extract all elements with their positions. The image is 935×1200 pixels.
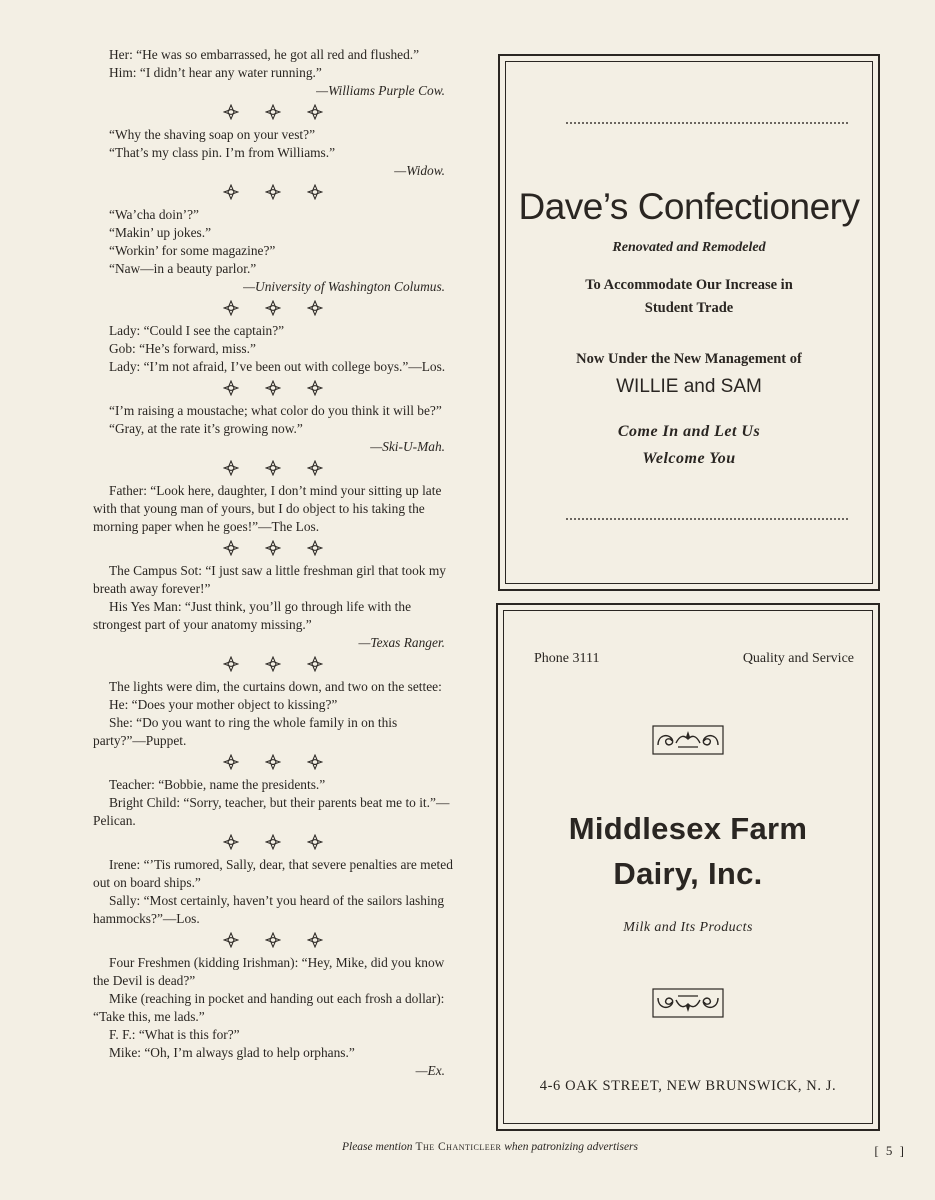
diamond-ornament-icon xyxy=(223,300,239,316)
joke-line: “I’m raising a moustache; what color do you think it will be?” xyxy=(109,403,442,418)
diamond-ornament-icon xyxy=(307,754,323,770)
diamond-ornament-divider xyxy=(93,300,453,316)
joke xyxy=(93,562,453,652)
joke-line: “Makin’ up jokes.” xyxy=(109,225,212,240)
footer-text: when patronizing advertisers xyxy=(501,1141,639,1153)
dairy-advertisement xyxy=(496,603,880,1131)
ad-title-line: Middlesex Farm xyxy=(568,811,808,846)
ad-text-line: To Accommodate Our Increase in xyxy=(585,277,793,293)
diamond-ornament-divider xyxy=(93,460,453,476)
ad-address: 4-6 OAK STREET, NEW BRUNSWICK, N. J. xyxy=(539,1078,837,1094)
joke xyxy=(93,206,453,296)
joke-line: “Gray, at the rate it’s growing now.” xyxy=(109,421,303,436)
scroll-ornament-icon xyxy=(652,988,724,1018)
joke xyxy=(93,126,453,180)
diamond-ornament-divider xyxy=(93,104,453,120)
joke-line: Gob: “He’s forward, miss.” xyxy=(109,341,256,356)
joke-line: “Wa’cha doin’?” xyxy=(109,207,199,222)
joke-line: “Naw—in a beauty parlor.” xyxy=(109,261,257,276)
diamond-ornament-icon xyxy=(265,300,281,316)
diamond-ornament-icon xyxy=(223,656,239,672)
ad-phone: Phone 3111 xyxy=(534,651,600,666)
ad-text-line: Student Trade xyxy=(644,300,734,316)
joke-line: Father: “Look here, daughter, I don’t mind your sitting up late with that young man of yours, but I do object to his taking the morning paper when he goes!”—The Los. xyxy=(93,483,442,534)
diamond-ornament-icon xyxy=(307,540,323,556)
diamond-ornament-divider xyxy=(93,754,453,770)
joke-line: Irene: “’Tis rumored, Sally, dear, that severe penalties are meted out on board ships.” xyxy=(93,857,453,890)
diamond-ornament-icon xyxy=(307,380,323,396)
joke-line: Mike: “Oh, I’m always glad to help orphans.” xyxy=(109,1045,355,1060)
joke-line: “Why the shaving soap on your vest?” xyxy=(109,127,316,142)
ad-welcome-line: Come In and Let Us xyxy=(617,423,761,440)
joke-line: “That’s my class pin. I’m from Williams.” xyxy=(109,145,336,160)
joke-line: “Workin’ for some magazine?” xyxy=(109,243,276,258)
scroll-ornament xyxy=(504,725,872,760)
diamond-ornament-divider xyxy=(93,540,453,556)
diamond-ornament-icon xyxy=(223,754,239,770)
joke-line: F. F.: “What is this for?” xyxy=(109,1027,240,1042)
footer-note xyxy=(0,1141,935,1153)
joke-line: Sally: “Most certainly, haven’t you heard of the sailors lashing hammocks?”—Los. xyxy=(93,893,445,926)
joke xyxy=(93,322,453,376)
confectionery-advertisement xyxy=(498,54,880,591)
ad-welcome-line: Welcome You xyxy=(642,450,736,467)
joke xyxy=(93,678,453,750)
diamond-ornament-icon xyxy=(307,184,323,200)
joke-line: Mike (reaching in pocket and handing out each frosh a dollar): “Take this, me lads.” xyxy=(93,991,445,1024)
magazine-name: The Chanticleer xyxy=(415,1141,502,1153)
joke-line: Her: “He was so embarrassed, he got all red and flushed.” xyxy=(109,47,420,62)
diamond-ornament-icon xyxy=(265,380,281,396)
diamond-ornament-icon xyxy=(307,460,323,476)
joke xyxy=(93,776,453,830)
joke-line: Lady: “I’m not afraid, I’ve been out with college boys.”—Los. xyxy=(109,359,446,374)
joke xyxy=(93,856,453,928)
page-number: [ 5 ] xyxy=(874,1143,906,1158)
diamond-ornament-icon xyxy=(223,184,239,200)
diamond-ornament-icon xyxy=(307,104,323,120)
joke-line: He: “Does your mother object to kissing?” xyxy=(109,697,338,712)
joke-attribution: —Ex. xyxy=(415,1063,445,1078)
joke-line: The Campus Sot: “I just saw a little freshman girl that took my breath away forever!” xyxy=(93,563,446,596)
diamond-ornament-icon xyxy=(223,540,239,556)
diamond-ornament-icon xyxy=(265,460,281,476)
joke-line: Four Freshmen (kidding Irishman): “Hey, Mike, did you know the Devil is dead?” xyxy=(93,955,445,988)
diamond-ornament-icon xyxy=(265,104,281,120)
joke xyxy=(93,482,453,536)
ad-inner-frame xyxy=(503,610,873,1124)
ad-subtitle: Renovated and Remodeled xyxy=(612,240,766,255)
diamond-ornament-icon xyxy=(223,834,239,850)
ad-title: Dave’s Confectionery xyxy=(518,186,860,227)
diamond-ornament-icon xyxy=(307,300,323,316)
dotted-rule xyxy=(566,122,848,124)
diamond-ornament-icon xyxy=(265,932,281,948)
diamond-ornament-icon xyxy=(223,380,239,396)
footer-text: Please mention xyxy=(341,1141,416,1153)
diamond-ornament-icon xyxy=(265,184,281,200)
diamond-ornament-divider xyxy=(93,834,453,850)
joke xyxy=(93,46,453,100)
diamond-ornament-icon xyxy=(307,656,323,672)
ad-title xyxy=(504,806,872,896)
joke-line: The lights were dim, the curtains down, and two on the settee: xyxy=(109,679,442,694)
ad-inner-frame xyxy=(505,61,873,584)
ad-welcome-text xyxy=(506,418,872,472)
ad-products: Milk and Its Products xyxy=(623,920,753,935)
joke-attribution: —Widow. xyxy=(394,163,445,178)
joke-line: Him: “I didn’t hear any water running.” xyxy=(109,65,322,80)
diamond-ornament-icon xyxy=(265,540,281,556)
joke-attribution: —Texas Ranger. xyxy=(358,635,445,650)
joke-line: She: “Do you want to ring the whole family in on this party?”—Puppet. xyxy=(93,715,398,748)
diamond-ornament-icon xyxy=(265,754,281,770)
joke-line: Teacher: “Bobbie, name the presidents.” xyxy=(109,777,326,792)
joke-attribution: —University of Washington Columus. xyxy=(243,279,445,294)
ad-slogan: Quality and Service xyxy=(742,651,854,666)
joke-attribution: —Williams Purple Cow. xyxy=(316,83,445,98)
diamond-ornament-icon xyxy=(265,834,281,850)
diamond-ornament-divider xyxy=(93,656,453,672)
diamond-ornament-icon xyxy=(223,460,239,476)
diamond-ornament-divider xyxy=(93,184,453,200)
diamond-ornament-icon xyxy=(223,932,239,948)
diamond-ornament-icon xyxy=(265,656,281,672)
diamond-ornament-icon xyxy=(307,932,323,948)
diamond-ornament-icon xyxy=(307,834,323,850)
ad-management-text: Now Under the New Management of xyxy=(576,351,802,367)
joke-attribution: —Ski-U-Mah. xyxy=(370,439,445,454)
scroll-ornament xyxy=(504,988,872,1023)
ad-title-line: Dairy, Inc. xyxy=(613,856,763,891)
ad-text xyxy=(506,274,872,320)
ad-owner-names: WILLIE and SAM xyxy=(616,376,762,397)
joke-line: His Yes Man: “Just think, you’ll go through life with the strongest part of your anatomy missing.” xyxy=(93,599,412,632)
dotted-rule xyxy=(566,518,848,520)
diamond-ornament-divider xyxy=(93,380,453,396)
joke xyxy=(93,402,453,456)
diamond-ornament-icon xyxy=(223,104,239,120)
joke-line: Lady: “Could I see the captain?” xyxy=(109,323,285,338)
diamond-ornament-divider xyxy=(93,932,453,948)
scroll-ornament-icon xyxy=(652,725,724,755)
jokes-column xyxy=(93,46,453,1080)
joke xyxy=(93,954,453,1080)
joke-line: Bright Child: “Sorry, teacher, but their parents beat me to it.”—Pelican. xyxy=(93,795,450,828)
